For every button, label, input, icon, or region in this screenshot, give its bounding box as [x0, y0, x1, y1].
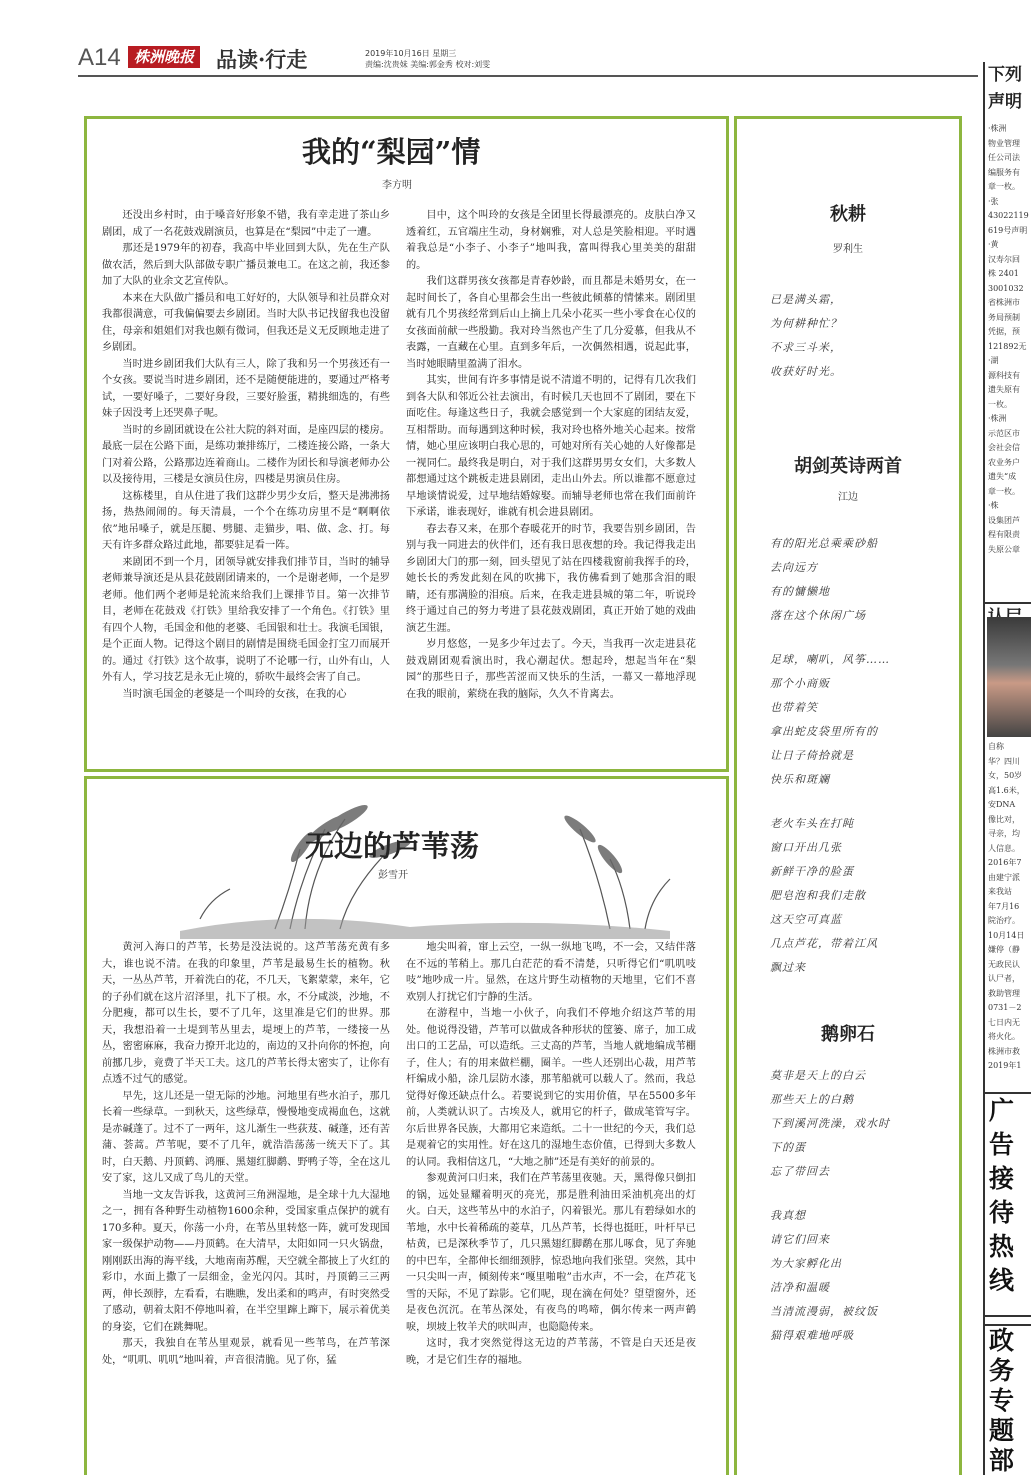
paragraph: 当地一文友告诉我，这黄河三角洲湿地，是全球十九大湿地之一，拥有各种野生动植物1600余种，受国家重点保护的就有170多种。夏天，你荡一小舟，在苇丛里转悠一阵，就可发现国家一级保护动物——丹顶鹤。在大清早，太阳如同一只火锅盘，刚刚跃出海的海平线，大地南南苏醒，天空就全都披上了火红的彩巾，水面上撒了一层细金，金光闪闪。其时，丹顶鹤三三两两，伸长颈脖，左看看，右瞧瞧，发出柔和的鸣声，有时突然受了感动，朝着太阳不停地叫着，在半空里蹿上蹿下，展示着优美的身姿，它们在跳舞呢。	[102, 1189, 390, 1333]
ad-character: 线	[989, 1266, 1015, 1295]
notice-line: 嫌停（静	[988, 945, 1020, 954]
unidentified-person-photo	[987, 617, 1031, 737]
poem-title-qiugeng: 秋耕	[830, 204, 866, 225]
notice-line: 像比对，	[988, 814, 1020, 824]
notice-line: 会社会信	[988, 443, 1020, 452]
notice-line: 务局预制	[988, 312, 1020, 322]
paragraph: 那还是1979年的初春，我高中毕业回到大队，先在生产队做农活，然后到大队部做专职广播员兼电工。在这之前，我还参加了大队的业余文艺宣传队。	[102, 243, 390, 287]
notice-line: 遗失“成	[988, 472, 1017, 481]
paragraph: 本来在大队做广播员和电工好好的，大队领导和社员群众对我都很满意，可我偏偏要去乡剧团。当时大队书记找留我也没留住，母亲和姐姐们对我也颇有微词，但我还是义无反顾地走进了乡剧团。	[102, 292, 390, 353]
poem-line: 莫非是天上的白云	[770, 1069, 866, 1082]
notice-line: 619号声明	[988, 225, 1028, 235]
poem-line: 那些天上的白鹅	[770, 1093, 854, 1106]
ad-character: 广	[989, 1096, 1015, 1125]
notice-line: 编服务有	[988, 167, 1020, 177]
notice-line: 高1.6米，	[988, 785, 1025, 795]
notice-line: 凭据，预	[988, 327, 1020, 336]
notice-line: 遗失原有	[988, 385, 1020, 394]
notice-line: 农业务户	[988, 457, 1020, 467]
poem-line: 那个小商贩	[770, 677, 830, 690]
poem-line: 下到溪河洗澡，戏水时	[770, 1117, 890, 1130]
issue-meta	[365, 48, 490, 70]
notice-line: 章一枚。	[988, 486, 1020, 496]
poem-line: 足球，喇叭，风筝……	[770, 653, 890, 666]
notice-line: 43022119	[988, 211, 1029, 220]
poem-title-eluanshi: 鹅卵石	[821, 1024, 875, 1045]
poem-line: 洁净和温暖	[770, 1281, 830, 1294]
poem-line: 忘了带回去	[770, 1165, 830, 1178]
paragraph: 当时进乡剧团我们大队有三人，除了我和另一个男孩还有一个女孩。要说当时进乡剧团，还不是随便能进的，要通过严格考试，一要好嗓子，二要好身段，三要好脸蛋，精挑细选的，有些妹子因没考上还哭鼻子呢。	[102, 358, 390, 419]
poem-line: 也带着笑	[770, 701, 818, 714]
issue-date: 2019年10月16日 星期三	[365, 49, 457, 58]
paragraph: 那天，我独自在苇丛里观景，就看见一些苇鸟，在芦苇深处，“叽叽、叽叽”地叫着，声音很清脆。见了你，猛	[102, 1338, 390, 1366]
notice-line: 汉寿尔回	[988, 254, 1020, 264]
government-affairs-box	[985, 1324, 1031, 1475]
notice-line: ·黄	[988, 240, 999, 249]
ad-character: 政	[989, 1326, 1015, 1355]
notice-line: 示范区市	[988, 428, 1020, 438]
paragraph: 这栋楼里，自从住进了我们这群少男少女后，整天是沸沸扬扬，热热闹闹的。每天清晨，一个个在练功房里不是“啊啊依依”地吊嗓子，就是压腿、劈腿、走猫步，唱、做、念、打。每天有许多群众路过此地，都要驻足看一阵。	[102, 490, 390, 551]
poem-body-qiugeng	[770, 288, 842, 404]
poem-line: 肥皂泡和我们走散	[770, 889, 866, 902]
paragraph: 当时演毛国金的老婆是一个叫玲的女孩，在我的心	[122, 688, 347, 700]
notice-line: 安DNA	[988, 800, 1016, 809]
notice-line: ·株	[988, 501, 999, 510]
notice-line: 年7月16	[988, 901, 1020, 911]
poem-line: 拿出蛇皮袋里所有的	[770, 725, 878, 738]
article-liyuan-col2	[406, 208, 696, 703]
notice-line: 无政民认	[988, 959, 1020, 969]
government-affairs-text	[985, 1326, 1031, 1475]
notice-heading-line1: 下列	[988, 65, 1022, 85]
notice-line: 自称	[988, 742, 1004, 751]
paragraph: 这时，我才突然觉得这无边的芦苇荡，不管是白天还是夜晚，才是它们生存的福地。	[406, 1338, 696, 1366]
poem-line: 几点芦花，带着江风	[770, 937, 878, 950]
notice-line: 失原公章	[988, 544, 1020, 554]
poem-line: 为大家孵化出	[770, 1257, 842, 1270]
article-author-reeds: 彭雪开	[378, 870, 408, 881]
paragraph: 目中，这个叫玲的女孩是全团里长得最漂亮的。皮肤白净又透着红，五官端庄生动，身材娴雅，对人总是笑脸相迎。平时遇着我总是“小李子、小李子”地叫我，富叫得我心里美美的甜甜的。	[406, 210, 696, 271]
poem-body-jiangbian	[770, 532, 890, 1000]
poem-line: 有的阳光总乘乘砂船	[770, 537, 878, 550]
poem-line: 当清流漫弱，被纹饭	[770, 1305, 878, 1318]
adjacent-page-strip	[983, 62, 1031, 1475]
notice-line: 3001032	[988, 283, 1024, 293]
article-liyuan-col1	[102, 208, 390, 703]
poem-line: 不求三斗米，	[770, 341, 842, 354]
ad-character: 务	[989, 1356, 1015, 1385]
poem-line: 为何耕种忙？	[770, 317, 842, 330]
notice-line: 救助管理	[988, 988, 1020, 998]
editor-credits: 责编:沈贵妹 美编:郭金秀 校对:刘雯	[365, 60, 491, 69]
poem-line: 去向远方	[770, 561, 818, 574]
page-number: A14	[78, 44, 121, 71]
notice-line: 2019年1	[988, 1061, 1022, 1070]
notice-line: 源科技有	[988, 370, 1020, 380]
unclaimed-body-notice	[985, 740, 1031, 1080]
notice-line: 七日内无	[988, 1017, 1020, 1027]
notice-line: 0731－2	[988, 1003, 1022, 1012]
poem-line: 老火车头在打盹	[770, 817, 854, 830]
notice-heading	[985, 62, 1022, 116]
ad-hotline-text	[985, 1094, 1031, 1298]
paragraph: 春去春又来，在那个春暖花开的时节，我要告别乡剧团，告别与我一同进去的伙伴们，还有我日思夜想的玲。我记得我走出乡剧团大门的那一刻，回头望见了站在四楼栽窗前我挥手的玲，她长长的秀发此刻在风的吹拂下，我仿佛看到了她那含泪的眼睛，还有那满脸的泪痕。后来，在我走进县城的第二年，听说玲终于通过自己的努力考进了县花鼓戏剧团，真正开始了她的戏曲演艺生涯。	[406, 523, 696, 634]
masthead	[78, 44, 978, 74]
ad-character: 热	[989, 1232, 1015, 1261]
ad-character: 专	[989, 1386, 1015, 1415]
notice-list	[985, 122, 1031, 562]
paragraph: 早先，这儿还是一望无际的沙地。河地里有些水泊子，那几长着一些绿草。一到秋天，这些绿草，慢慢地变成褐血色，这就是赤碱蓬了。过不了一两年，这儿渐生一些荻芨、碱蓬，还有苦蒲、荟蒿。芦苇呢，要不了几年，就浩浩荡荡一统天下了。其时，白天鹅、丹顶鹤、鸿雁、黑翅红脚鹬、野鸭子等，全在这儿安了家，这儿又成了鸟儿的天堂。	[102, 1090, 390, 1184]
notice-line: 121892无	[988, 341, 1027, 351]
notice-line: 株 2401	[988, 269, 1019, 278]
poem-stanza	[770, 812, 890, 980]
notice-line: 一枚。	[988, 399, 1012, 409]
header-rule	[78, 75, 978, 77]
poem-line: 请它们回来	[770, 1233, 830, 1246]
ad-character: 告	[989, 1130, 1015, 1159]
ad-hotline-box	[985, 1092, 1031, 1317]
poem-line: 快乐和斑斓	[770, 773, 830, 786]
notice-line: 省株洲市	[988, 298, 1020, 307]
poem-author-qiugeng: 罗利生	[833, 244, 863, 255]
poem-line: 飘过来	[770, 961, 806, 974]
notice-line: 程有限责	[988, 530, 1020, 539]
poem-line: 收获好时光。	[770, 365, 842, 378]
paragraph: 当时的乡剧团就设在公社大院的斜对面，是座四层的楼房。最底一层在公路下面，是练功兼排练厅，二楼连接公路，一条大门对着公路，公路那边连着商山。二楼作为团长和导演老师办公以及接待用，三楼是女演员住房，四楼是男演员住房。	[102, 424, 390, 485]
notice-line: 物业管理	[988, 138, 1020, 148]
paragraph: 在游程中，当地一小伙子，向我们不停地介绍这芦苇的用处。他说得没错，芦苇可以做成各种形状的筐篓、席子，加工成出口的工艺品，可以造纸。三丈高的芦苇，当地人就地编成苇棚子，住人；有的用来做栏棚，圈羊。一些人还别出心裁，用芦苇杆编成小船，涂几层防水漆，那苇船就可以载人了。然而，我总觉得好像还缺点什么。若要说到它的实用价值，早在5500多年前，人类就认识了。古埃及人，就用它的杆子，做成笔管写字。尔后世界各民族，大都用它来造纸。二十一世纪的今天，我们总是观着它的实用性。好在这几的湿地生态价值，已得到大多数人的认同。我相信这几，“大地之肺”还是有美好的前景的。	[406, 1008, 696, 1168]
poem-line: 这天空可真蓝	[770, 913, 842, 926]
poem-line: 猫得艰难地呼吸	[770, 1329, 854, 1342]
poem-line: 有的慵懒地	[770, 585, 830, 598]
notice-line: ·湖	[988, 356, 999, 365]
notice-line: 华？四川	[988, 756, 1020, 766]
notice-line: ·株洲	[988, 414, 1007, 423]
notice-line: 来我站	[988, 887, 1012, 896]
notice-line: 任公司法	[988, 153, 1020, 162]
notice-line: 认尸者，	[988, 974, 1020, 983]
paragraph: 其实，世间有许多事情是说不清道不明的，记得有几次我们到各大队和邻近公社去演出，有时候几天也回不了剧团，要在下面吃住。每逢这些日子，我就会感觉到一个大家庭的团结友爱，互相帮助。而每遇到这种时候，我对玲也格外地关心起来。按常情，她心里应该明白我心思的，可她对所有关心她的人好像都是一视同仁。最终我是明白，对于我们这群男男女女们，大多数人都想通过这个跳板走进县剧团，走出山外去。所以谁都不愿意过早地谈情说爱，过早地结婚嫁娶。而辅导老师也常在我们面前许下承诺，谁表现好，谁就有机会进县剧团。	[406, 375, 696, 518]
paragraph: 岁月悠悠，一晃多少年过去了。今天，当我再一次走进县花鼓戏剧团观看演出时，我心潮起伏。想起玲，想起当年在“梨园”的那些日子，那些苦涩而又快乐的生活，一幕又一幕地浮现在我的眼前，萦绕在我的脑际，久久不肯离去。	[406, 639, 696, 700]
poem-line: 落在这个休闲广场	[770, 609, 866, 622]
poem-line: 窗口开出几张	[770, 841, 842, 854]
paragraph: 还没出乡村时，由于嗓音好形象不错，我有幸走进了茶山乡剧团，成了一名花鼓戏剧演员，也算是在“梨园”中走了一遭。	[102, 210, 390, 238]
ad-character: 部	[989, 1446, 1015, 1475]
poem-stanza	[770, 288, 842, 384]
ad-character: 待	[989, 1198, 1015, 1227]
poem-author-hujianying: 江边	[838, 492, 858, 503]
ad-character: 题	[989, 1416, 1015, 1445]
notice-line: 株洲市救	[988, 1046, 1020, 1056]
poem-line: 我真想	[770, 1209, 806, 1222]
notice-line: 院治疗。	[988, 916, 1020, 925]
poem-stanza	[770, 1204, 890, 1348]
poem-stanza	[770, 532, 890, 628]
paragraph: 我们这群男孩女孩都是青春妙龄，而且都是未婚男女，在一起时间长了，各自心里都会生出一些彼此倾慕的情愫来。剧团里就有几个男孩经常到后山上摘上几朵小花买一些小零食在心仪的女孩面前献一些殷勤。我对玲当然也产生了几分爱慕，但我从不表露，一直藏在心里。直到多年后，一次偶然相遇，说起此事，当时她眼睛里盈满了泪水。	[406, 276, 696, 370]
notice-line: 人信息。	[988, 843, 1020, 853]
poem-line: 已是满头霜，	[770, 293, 842, 306]
notice-line: 2016年7	[988, 858, 1022, 867]
section-title: 品读·行走	[216, 47, 308, 72]
notice-line: 将火化。	[988, 1032, 1020, 1041]
poem-body-eluanshi	[770, 1064, 890, 1368]
article-title-liyuan: 我的“梨园”情	[302, 135, 481, 169]
poem-line: 让日子倚拾就是	[770, 749, 854, 762]
paragraph: 参观黄河口归来，我们在芦苇荡里夜驰。天，黑得像只倒扣的锅，远处显耀着明灭的亮光，那是胜利油田采油机亮出的灯火。白天，这些苇丛中的水泊子，闪着银光。那儿有碧绿如水的苇地，水中长着稀疏的菱草，几丛芦苇，长得也挺旺，叶杆早已枯黄，已是深秋季节了，几只黑翅红脚鹬在那儿啄食，见了奔驰的中巴车，全都伸长细细颈脖，惊恐地向我们张望。突然，其中一只尖叫一声，倾刻传来“嘎里啪啦”击水声，不一会，在芦花飞雪的天际，不见了踪影。它们呢，现在滴在何处？望望窗外，还是夜色沉沉。在苇丛深处，有夜鸟的鸣啼，偶尔传来一两声鹤唳，坝坡上牧羊犬的吠叫声，也隐隐传来。	[406, 1173, 696, 1333]
poem-line: 新鲜干净的脸蛋	[770, 865, 854, 878]
article-reeds-col1	[102, 940, 390, 1369]
paragraph: 黄河入海口的芦苇，长势是没法说的。这芦苇荡充黄有多大，谁也说不清。在我的印象里，芦苇是最易生长的植物。秋天，一丛丛芦苇，开着洗白的花，不几天，飞絮蒙蒙，来年，它的子孙们就在这片沼泽里，扎下了根。水，不分咸淡，沙地，不分肥瘦，都可以生长，要不了几年，这里准是它们的世界。那天，我想沿着一土堤到苇丛里去，堤埂上的芦苇，一缕接一丛丛，密密麻麻，我奋力撩开北边的，南边的又扑向你的怀抱，向前挪几步，竟费了半天工夫。这几的芦苇长得太密实了，让你有点透不过气的感觉。	[102, 942, 390, 1085]
poem-line: 下的蛋	[770, 1141, 806, 1154]
notice-heading-line2: 声明	[988, 92, 1022, 112]
notice-line: 女，50岁	[988, 771, 1023, 780]
newspaper-logo: 株洲晚报	[128, 46, 200, 68]
notice-line: 章一枚。	[988, 182, 1020, 191]
poem-stanza	[770, 1064, 890, 1184]
notice-line: ·张	[988, 196, 999, 206]
notice-line: 设集团芦	[988, 515, 1020, 525]
paragraph: 来剧团不到一个月，团领导就安排我们排节目，当时的辅导老师兼导演还是从县花鼓剧团请来的，一个是谢老师，一个是罗老师。他们两个老师是轮流来给我们上课排节目。第一次排节目，老师在花鼓戏《打铁》里给我安排了一个角色。《打铁》里有四个人物，毛国金和他的老婆、毛国银和壮士。我演毛国银，是个正面人物。记得这个剧目的剧情是围绕毛国金打宝刀而展开的。通过《打铁》这个故事，说明了不论哪一行，山外有山，人外有人，学习技艺是永无止境的，骄吹牛最终会害了自己。	[102, 556, 390, 683]
notice-line: 寻亲，均	[988, 829, 1020, 838]
article-title-reeds: 无边的芦苇荡	[305, 829, 480, 863]
notice-line: 10月14日	[988, 930, 1025, 940]
paragraph: 地尖叫着，窜上云空，一纵一纵地飞鸣，不一会，又结伴落在不远的苇稍上。那几白茫茫的看不清楚，只听得它们“叽叽吱吱”地吵成一片。显然，在这片野生动植物的天地里，它们不喜欢别人打扰它们宁静的生活。	[406, 942, 696, 1003]
article-author-liyuan: 李方明	[382, 180, 412, 191]
notice-line: ·株洲	[988, 124, 1007, 133]
poem-stanza	[770, 648, 890, 792]
notice-line: 由建宁派	[988, 872, 1020, 882]
ad-character: 接	[989, 1164, 1015, 1193]
poem-title-hujianying: 胡剑英诗两首	[794, 456, 902, 477]
article-reeds-col2	[406, 940, 696, 1369]
